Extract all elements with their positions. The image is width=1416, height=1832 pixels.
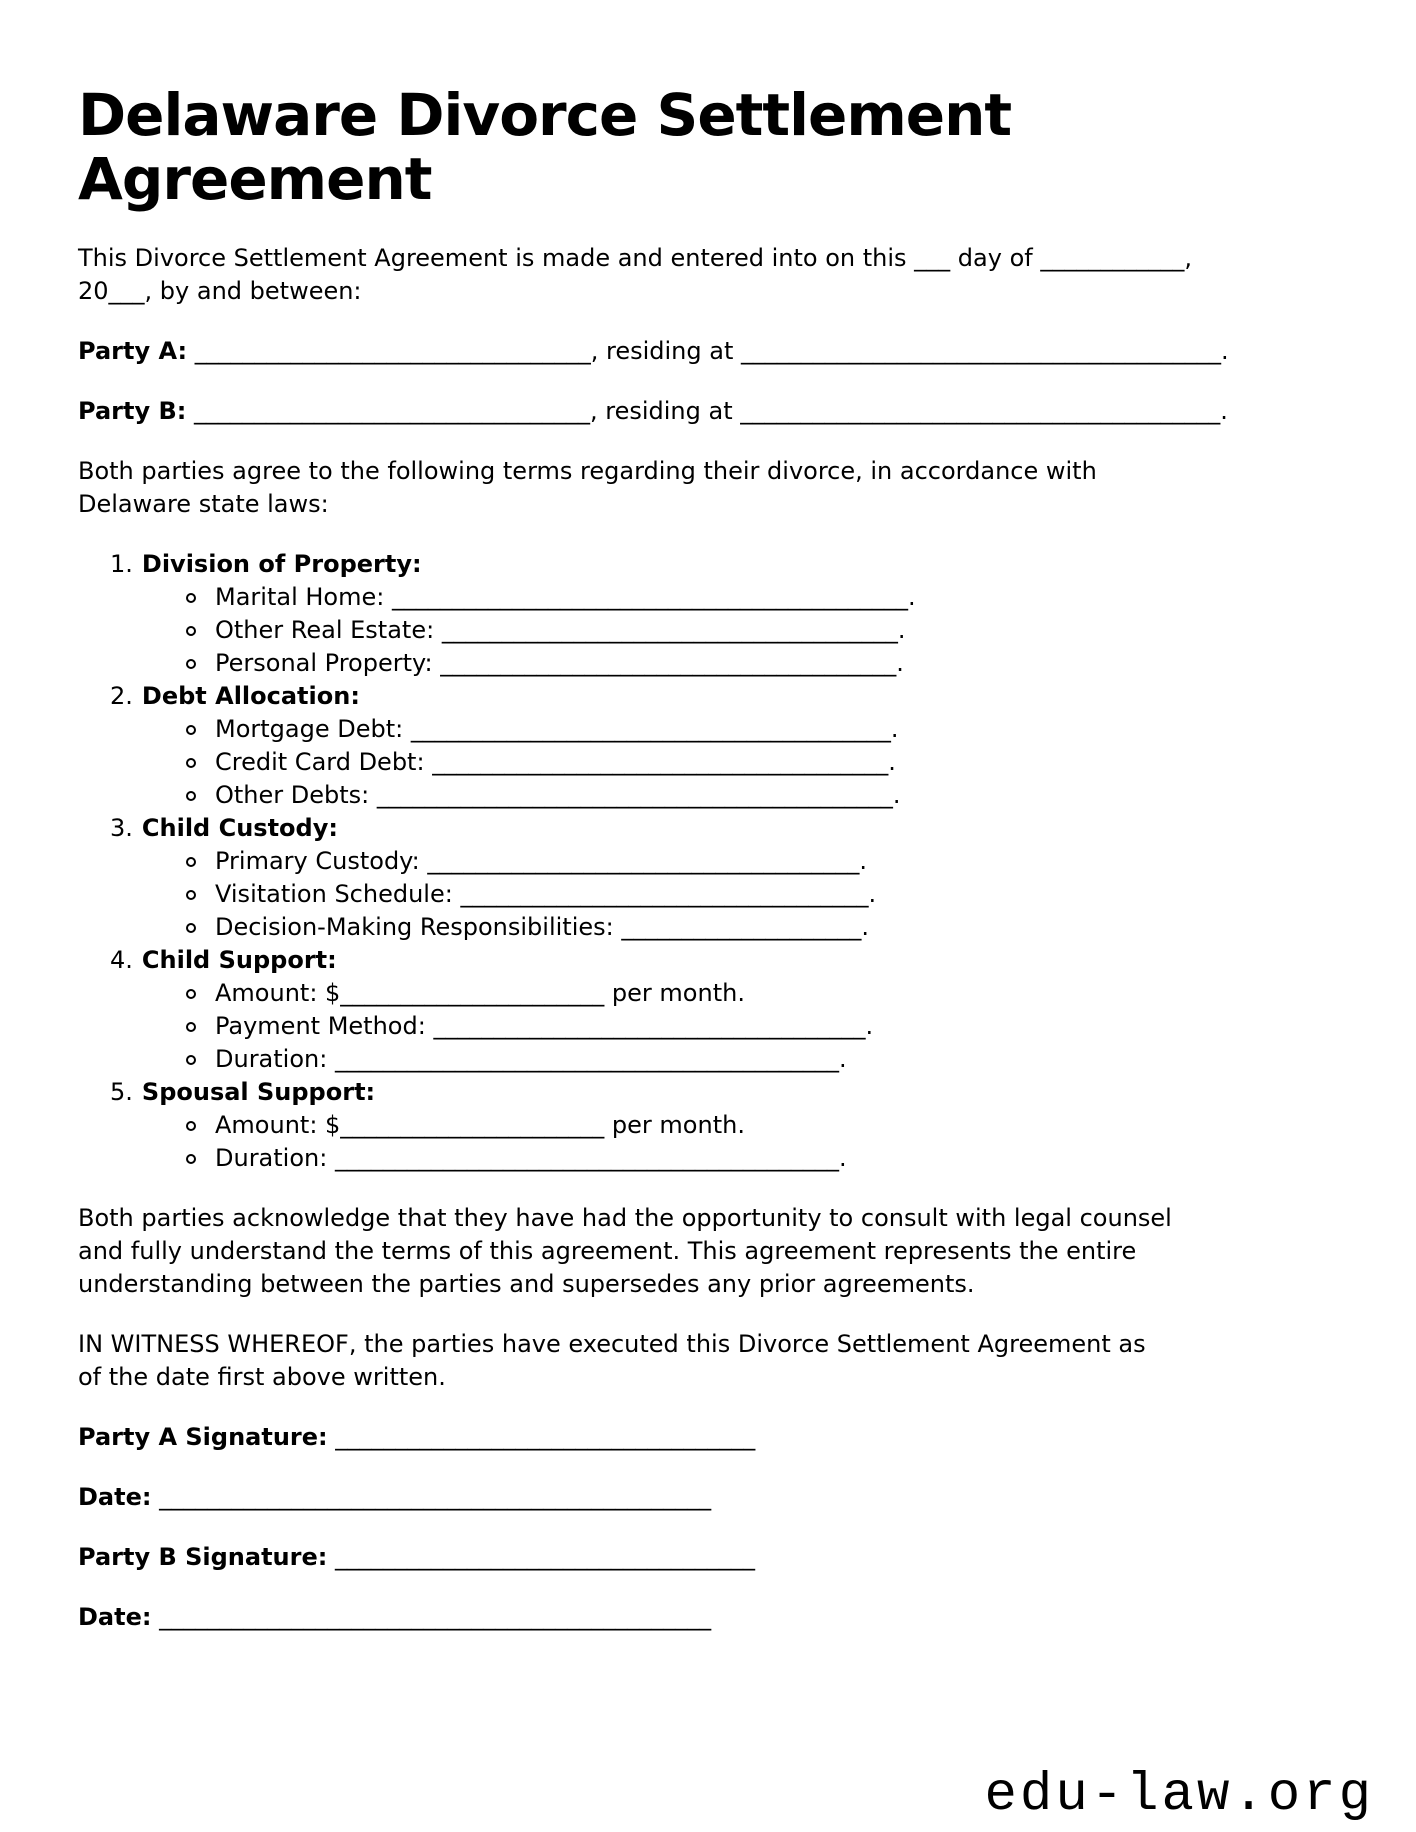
period: .	[1220, 336, 1229, 365]
date-line-2	[78, 1601, 1330, 1634]
list-item-label: Mortgage Debt:	[215, 714, 411, 743]
list-item-label: Amount: $	[215, 978, 341, 1007]
acknowledgment-paragraph	[78, 1202, 1330, 1301]
fill-in-blank: ______________________	[340, 1110, 605, 1139]
circle-bullet-icon	[186, 890, 196, 900]
fill-in-blank: ________________________________________	[410, 714, 891, 743]
fill-in-blank: ______________________	[340, 978, 605, 1007]
party-b-line	[78, 395, 1330, 428]
list-item-suffix: .	[888, 747, 896, 776]
period: .	[1220, 396, 1228, 425]
month-blank: ____________	[1040, 243, 1185, 272]
section-title: Debt Allocation:	[141, 681, 360, 710]
residing-at-text: , residing at	[589, 396, 741, 425]
witness-text: of the date first above written.	[78, 1362, 446, 1391]
party-a-signature-blank: ___________________________________	[335, 1422, 756, 1451]
section-title: Division of Property:	[141, 549, 422, 578]
section-child-custody	[78, 812, 1330, 845]
list-item-suffix: .	[896, 648, 904, 677]
intro-text: , by and between:	[144, 276, 362, 305]
intro-text: 20	[78, 276, 109, 305]
list-item-label: Marital Home:	[215, 582, 392, 611]
section-title: Child Custody:	[141, 813, 338, 842]
fill-in-blank: ___________________________________________	[376, 780, 893, 809]
list-item-label: Payment Method:	[215, 1011, 434, 1040]
circle-bullet-icon	[186, 1121, 196, 1131]
list-item-visitation-schedule	[78, 878, 1330, 911]
section-division-of-property	[78, 548, 1330, 581]
list-item-child-support-duration	[78, 1043, 1330, 1076]
list-item-suffix: .	[865, 1011, 874, 1040]
party-a-signature-label: Party A Signature:	[78, 1422, 328, 1451]
intro-paragraph	[78, 242, 1330, 308]
party-a-label: Party A:	[78, 336, 188, 365]
section-debt-allocation	[78, 680, 1330, 713]
circle-bullet-icon	[186, 1154, 196, 1164]
fill-in-blank: ____________________	[621, 912, 862, 941]
party-a-address-blank: ________________________________________	[740, 336, 1221, 365]
list-item-suffix: .	[890, 714, 899, 743]
party-b-name-blank: _________________________________	[193, 396, 590, 425]
list-item-suffix: per month.	[604, 1110, 745, 1139]
circle-bullet-icon	[186, 923, 196, 933]
terms-intro-text: Delaware state laws:	[78, 489, 329, 518]
circle-bullet-icon	[186, 725, 196, 735]
list-item-payment-method	[78, 1010, 1330, 1043]
fill-in-blank: ______________________________________	[441, 615, 898, 644]
intro-text: ,	[1184, 243, 1192, 272]
circle-bullet-icon	[186, 791, 196, 801]
list-item-suffix: .	[859, 846, 867, 875]
terms-intro-text: Both parties agree to the following terms regarding their divorce, in accordance with	[78, 456, 1097, 485]
list-item-suffix: per month.	[604, 978, 745, 1007]
circle-bullet-icon	[186, 758, 196, 768]
list-item-personal-property	[78, 647, 1330, 680]
year-blank: ___	[108, 276, 145, 305]
fill-in-blank: __________________________________	[460, 879, 869, 908]
list-item-label: Decision-Making Responsibilities:	[215, 912, 622, 941]
circle-bullet-icon	[186, 1055, 196, 1065]
fill-in-blank: ______________________________________	[432, 747, 889, 776]
fill-in-blank: __________________________________________	[334, 1143, 839, 1172]
circle-bullet-icon	[186, 626, 196, 636]
terms-intro-paragraph	[78, 455, 1330, 521]
list-item-suffix: .	[838, 1044, 847, 1073]
section-child-support	[78, 944, 1330, 977]
list-item-credit-card-debt	[78, 746, 1330, 779]
circle-bullet-icon	[186, 857, 196, 867]
party-b-address-blank: ________________________________________	[740, 396, 1221, 425]
party-b-label: Party B:	[78, 396, 187, 425]
section-number: 4.	[110, 945, 133, 974]
fill-in-blank: __________________________________________	[334, 1044, 839, 1073]
section-number: 3.	[110, 813, 133, 842]
acknowledgment-text: understanding between the parties and supersedes any prior agreements.	[78, 1269, 975, 1298]
list-item-child-support-amount	[78, 977, 1330, 1010]
list-item-suffix: .	[861, 912, 869, 941]
witness-text: IN WITNESS WHEREOF, the parties have executed this Divorce Settlement Agreement as	[78, 1329, 1146, 1358]
list-item-other-real-estate	[78, 614, 1330, 647]
list-item-suffix: .	[907, 582, 916, 611]
witness-paragraph	[78, 1328, 1330, 1394]
list-item-decision-making	[78, 911, 1330, 944]
day-blank: ___	[914, 243, 951, 272]
intro-text: day of	[950, 243, 1041, 272]
section-number: 2.	[110, 681, 133, 710]
circle-bullet-icon	[186, 989, 196, 999]
list-item-spousal-support-duration	[78, 1142, 1330, 1175]
list-item-suffix: .	[838, 1143, 847, 1172]
party-a-line	[78, 335, 1330, 368]
list-item-label: Visitation Schedule:	[215, 879, 461, 908]
circle-bullet-icon	[186, 1022, 196, 1032]
party-b-signature-blank: ___________________________________	[334, 1542, 755, 1571]
date-blank: ______________________________________________	[159, 1482, 712, 1511]
list-item-suffix: .	[868, 879, 877, 908]
list-item-label: Duration:	[215, 1143, 335, 1172]
list-item-mortgage-debt	[78, 713, 1330, 746]
acknowledgment-text: and fully understand the terms of this agreement. This agreement represents the entire	[78, 1236, 1137, 1265]
fill-in-blank: ____________________________________	[433, 1011, 866, 1040]
acknowledgment-text: Both parties acknowledge that they have had the opportunity to consult with legal counsel	[78, 1203, 1172, 1232]
fill-in-blank: ______________________________________	[440, 648, 897, 677]
section-number: 5.	[110, 1077, 133, 1106]
list-item-label: Personal Property:	[215, 648, 441, 677]
list-item-label: Credit Card Debt:	[215, 747, 433, 776]
residing-at-text: , residing at	[590, 336, 741, 365]
party-b-signature-label: Party B Signature:	[78, 1542, 328, 1571]
list-item-suffix: .	[897, 615, 906, 644]
document-title: Delaware Divorce Settlement Agreement	[78, 81, 1012, 213]
section-number: 1.	[110, 549, 133, 578]
circle-bullet-icon	[186, 593, 196, 603]
party-a-name-blank: _________________________________	[194, 336, 591, 365]
terms-list	[78, 548, 1330, 1175]
date-label: Date:	[78, 1482, 152, 1511]
party-b-signature-line	[78, 1541, 1330, 1574]
date-blank: ______________________________________________	[159, 1602, 712, 1631]
fill-in-blank: ____________________________________	[427, 846, 860, 875]
list-item-label: Duration:	[215, 1044, 335, 1073]
site-watermark: edu-law.org	[984, 1765, 1374, 1826]
date-label: Date:	[78, 1602, 152, 1631]
section-spousal-support	[78, 1076, 1330, 1109]
list-item-label: Amount: $	[215, 1110, 341, 1139]
list-item-marital-home	[78, 581, 1330, 614]
list-item-label: Other Debts:	[215, 780, 377, 809]
list-item-label: Primary Custody:	[215, 846, 428, 875]
list-item-label: Other Real Estate:	[215, 615, 442, 644]
party-a-signature-line	[78, 1421, 1330, 1454]
circle-bullet-icon	[186, 659, 196, 669]
list-item-other-debts	[78, 779, 1330, 812]
list-item-spousal-support-amount	[78, 1109, 1330, 1142]
fill-in-blank: ___________________________________________	[391, 582, 908, 611]
section-title: Spousal Support:	[141, 1077, 376, 1106]
list-item-primary-custody	[78, 845, 1330, 878]
list-item-suffix: .	[892, 780, 901, 809]
section-title: Child Support:	[141, 945, 337, 974]
date-line-1	[78, 1481, 1330, 1514]
intro-text: This Divorce Settlement Agreement is made and entered into on this	[78, 243, 915, 272]
